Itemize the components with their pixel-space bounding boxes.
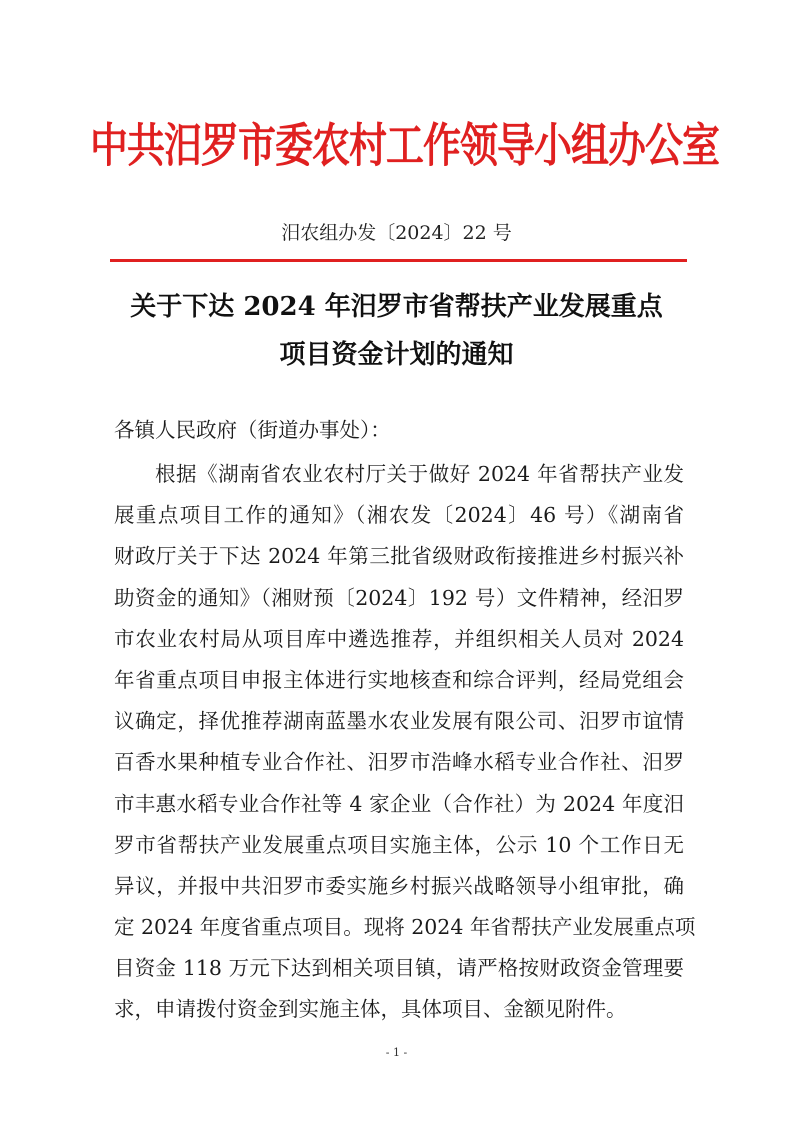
body-line: 异议，并报中共汨罗市委实施乡村振兴战略领导小组审批，确 [114, 873, 684, 898]
body-line: 财政厅关于下达 2024 年第三批省级财政衔接推进乡村振兴补 [114, 544, 684, 569]
body-line: 市农业农村局从项目库中遴选推荐，并组织相关人员对 2024 [114, 626, 684, 651]
document-number: 汨农组办发〔2024〕22 号 [281, 222, 512, 244]
body-line: 助资金的通知》（湘财预〔2024〕192 号）文件精神，经汨罗 [114, 585, 684, 610]
org-header-title: 中共汨罗市委农村工作领导小组办公室 [90, 117, 720, 173]
body-line: 百香水果种植专业合作社、汨罗市浩峰水稻专业合作社、汨罗 [114, 750, 684, 775]
body-line: 展重点项目工作的通知》（湘农发〔2024〕46 号）《湖南省 [114, 503, 684, 528]
body-line: 市丰惠水稻专业合作社等 4 家企业（合作社）为 2024 年度汨 [114, 791, 684, 816]
subject-line-2: 项目资金计划的通知 [279, 340, 514, 370]
document-subject [0, 283, 793, 379]
body-line: 目资金 118 万元下达到相关项目镇，请严格按财政资金管理要 [114, 956, 684, 981]
subject-line-1: 关于下达 2024 年汨罗市省帮扶产业发展重点 [130, 292, 663, 322]
body-line: 议确定，择优推荐湖南蓝墨水农业发展有限公司、汨罗市谊情 [114, 709, 684, 734]
body-line: 定 2024 年度省重点项目。现将 2024 年省帮扶产业发展重点项 [114, 915, 696, 940]
page-number: - 1 - [385, 1046, 408, 1059]
addressee: 各镇人民政府（街道办事处）： [114, 418, 391, 442]
body-line: 罗市省帮扶产业发展重点项目实施主体，公示 10 个工作日无 [114, 832, 684, 857]
body-line: 年省重点项目申报主体进行实地核查和综合评判，经局党组会 [114, 667, 684, 692]
body-line: 求，申请拨付资金到实施主体，具体项目、金额见附件。 [114, 997, 627, 1022]
body-line: 根据《湖南省农业农村厅关于做好 2024 年省帮扶产业发 [155, 462, 684, 486]
red-separator-line [110, 259, 687, 262]
body-paragraph [114, 454, 696, 1031]
